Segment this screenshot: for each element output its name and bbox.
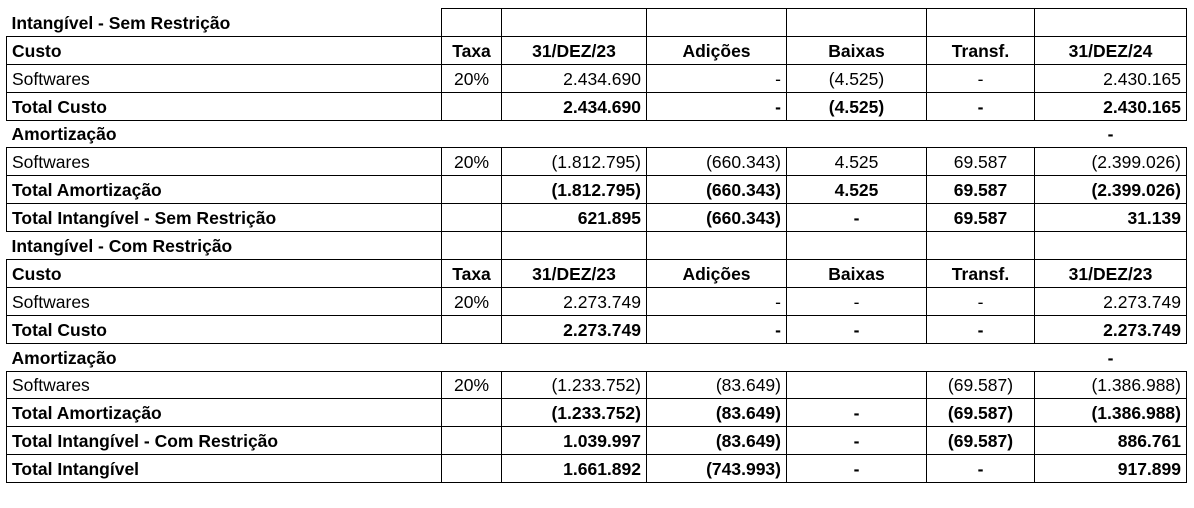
- cost-total-row-cell: [442, 92, 502, 120]
- cost-total-row-cell: [442, 315, 502, 343]
- section-total-row-cell: [442, 204, 502, 232]
- amortization-row-cell: 4.525: [787, 148, 927, 176]
- section-title-row: [7, 9, 1187, 37]
- header-row-cell: Baixas: [787, 260, 927, 288]
- amortization-row: [7, 148, 1187, 176]
- header-row-cell: Transf.: [927, 260, 1035, 288]
- cost-row-cell: 2.434.690: [502, 64, 647, 92]
- amortization-total-row-cell: Total Amortização: [7, 176, 442, 204]
- header-row-cell: Custo: [7, 36, 442, 64]
- empty-cell: [1035, 9, 1187, 37]
- section-total-row: [7, 427, 1187, 455]
- empty-cell: [502, 9, 647, 37]
- amortization-title-value: -: [1035, 120, 1187, 148]
- header-row-cell: 31/DEZ/23: [1035, 260, 1187, 288]
- cost-row-cell: (4.525): [787, 64, 927, 92]
- cost-total-row: [7, 315, 1187, 343]
- section-total-row-cell: 31.139: [1035, 204, 1187, 232]
- section-total-row-cell: [442, 427, 502, 455]
- empty-cell: [927, 343, 1035, 371]
- cost-row-cell: -: [787, 287, 927, 315]
- amortization-total-row-cell: 4.525: [787, 176, 927, 204]
- cost-total-row-cell: 2.273.749: [502, 315, 647, 343]
- grand-total-row-cell: 917.899: [1035, 455, 1187, 483]
- cost-row-cell: 20%: [442, 64, 502, 92]
- amortization-row-cell: (83.649): [647, 371, 787, 399]
- amortization-row-cell: [787, 371, 927, 399]
- empty-cell: [502, 232, 647, 260]
- section-total-row: [7, 204, 1187, 232]
- intangible-assets-table: [6, 8, 1187, 483]
- cost-row-cell: Softwares: [7, 287, 442, 315]
- section-title-row: [7, 232, 1187, 260]
- amortization-title-row: [7, 120, 1187, 148]
- amortization-total-row-cell: [442, 176, 502, 204]
- cost-row-cell: -: [927, 64, 1035, 92]
- header-row: [7, 36, 1187, 64]
- section-total-row-cell: 621.895: [502, 204, 647, 232]
- amortization-total-row-cell: -: [787, 399, 927, 427]
- header-row-cell: Transf.: [927, 36, 1035, 64]
- header-row-cell: Custo: [7, 260, 442, 288]
- section-total-row-cell: (69.587): [927, 427, 1035, 455]
- amortization-title-row: [7, 343, 1187, 371]
- cost-total-row-cell: Total Custo: [7, 315, 442, 343]
- cost-row-cell: 20%: [442, 287, 502, 315]
- amortization-row-cell: (1.812.795): [502, 148, 647, 176]
- empty-cell: [787, 9, 927, 37]
- cost-row-cell: -: [647, 287, 787, 315]
- amortization-total-row-cell: 69.587: [927, 176, 1035, 204]
- cost-total-row-cell: 2.430.165: [1035, 92, 1187, 120]
- amortization-title-value: -: [1035, 343, 1187, 371]
- cost-row-cell: -: [647, 64, 787, 92]
- empty-cell: [502, 343, 647, 371]
- empty-cell: [442, 343, 502, 371]
- section-total-row-cell: Total Intangível - Com Restrição: [7, 427, 442, 455]
- amortization-row-cell: (660.343): [647, 148, 787, 176]
- grand-total-row-cell: 1.661.892: [502, 455, 647, 483]
- amortization-total-row-cell: (1.812.795): [502, 176, 647, 204]
- grand-total-row: [7, 455, 1187, 483]
- section-total-row-cell: -: [787, 204, 927, 232]
- cost-total-row-cell: -: [647, 92, 787, 120]
- amortization-total-row-cell: (69.587): [927, 399, 1035, 427]
- section-title: Intangível - Sem Restrição: [7, 9, 442, 37]
- grand-total-row-cell: -: [927, 455, 1035, 483]
- empty-cell: [502, 120, 647, 148]
- grand-total-row-cell: -: [787, 455, 927, 483]
- amortization-row-cell: Softwares: [7, 371, 442, 399]
- amortization-total-row-cell: (660.343): [647, 176, 787, 204]
- cost-row-cell: 2.430.165: [1035, 64, 1187, 92]
- empty-cell: [647, 232, 787, 260]
- cost-total-row-cell: -: [927, 315, 1035, 343]
- amortization-total-row-cell: (1.233.752): [502, 399, 647, 427]
- empty-cell: [442, 9, 502, 37]
- empty-cell: [442, 120, 502, 148]
- header-row-cell: 31/DEZ/24: [1035, 36, 1187, 64]
- amortization-row-cell: 20%: [442, 148, 502, 176]
- amortization-total-row: [7, 176, 1187, 204]
- header-row-cell: Taxa: [442, 260, 502, 288]
- amortization-total-row-cell: (1.386.988): [1035, 399, 1187, 427]
- empty-cell: [442, 232, 502, 260]
- header-row-cell: Taxa: [442, 36, 502, 64]
- header-row-cell: Adições: [647, 260, 787, 288]
- empty-cell: [1035, 232, 1187, 260]
- header-row-cell: 31/DEZ/23: [502, 36, 647, 64]
- cost-row: [7, 64, 1187, 92]
- cost-row-cell: -: [927, 287, 1035, 315]
- section-total-row-cell: (83.649): [647, 427, 787, 455]
- amortization-total-row-cell: (83.649): [647, 399, 787, 427]
- empty-cell: [787, 343, 927, 371]
- section-total-row-cell: 1.039.997: [502, 427, 647, 455]
- section-total-row-cell: Total Intangível - Sem Restrição: [7, 204, 442, 232]
- header-row-cell: 31/DEZ/23: [502, 260, 647, 288]
- cost-total-row-cell: -: [927, 92, 1035, 120]
- cost-row-cell: 2.273.749: [502, 287, 647, 315]
- empty-cell: [927, 232, 1035, 260]
- empty-cell: [647, 120, 787, 148]
- empty-cell: [787, 120, 927, 148]
- amortization-row-cell: (2.399.026): [1035, 148, 1187, 176]
- amortization-row-cell: 20%: [442, 371, 502, 399]
- amortization-row-cell: (1.386.988): [1035, 371, 1187, 399]
- cost-total-row-cell: 2.273.749: [1035, 315, 1187, 343]
- amortization-total-row: [7, 399, 1187, 427]
- header-row-cell: Adições: [647, 36, 787, 64]
- cost-total-row-cell: 2.434.690: [502, 92, 647, 120]
- empty-cell: [647, 343, 787, 371]
- cost-total-row-cell: -: [647, 315, 787, 343]
- section-total-row-cell: 69.587: [927, 204, 1035, 232]
- header-row-cell: Baixas: [787, 36, 927, 64]
- amortization-row: [7, 371, 1187, 399]
- amortization-title: Amortização: [7, 120, 442, 148]
- cost-total-row-cell: Total Custo: [7, 92, 442, 120]
- section-total-row-cell: -: [787, 427, 927, 455]
- grand-total-row-cell: Total Intangível: [7, 455, 442, 483]
- cost-row-cell: Softwares: [7, 64, 442, 92]
- amortization-row-cell: (1.233.752): [502, 371, 647, 399]
- empty-cell: [927, 120, 1035, 148]
- grand-total-row-cell: [442, 455, 502, 483]
- grand-total-row-cell: (743.993): [647, 455, 787, 483]
- cost-row: [7, 287, 1187, 315]
- cost-total-row-cell: (4.525): [787, 92, 927, 120]
- amortization-total-row-cell: Total Amortização: [7, 399, 442, 427]
- empty-cell: [647, 9, 787, 37]
- cost-total-row: [7, 92, 1187, 120]
- amortization-title: Amortização: [7, 343, 442, 371]
- amortization-row-cell: (69.587): [927, 371, 1035, 399]
- section-total-row-cell: 886.761: [1035, 427, 1187, 455]
- cost-total-row-cell: -: [787, 315, 927, 343]
- header-row: [7, 260, 1187, 288]
- empty-cell: [927, 9, 1035, 37]
- amortization-total-row-cell: [442, 399, 502, 427]
- section-title: Intangível - Com Restrição: [7, 232, 442, 260]
- amortization-row-cell: Softwares: [7, 148, 442, 176]
- cost-row-cell: 2.273.749: [1035, 287, 1187, 315]
- amortization-total-row-cell: (2.399.026): [1035, 176, 1187, 204]
- empty-cell: [787, 232, 927, 260]
- amortization-row-cell: 69.587: [927, 148, 1035, 176]
- section-total-row-cell: (660.343): [647, 204, 787, 232]
